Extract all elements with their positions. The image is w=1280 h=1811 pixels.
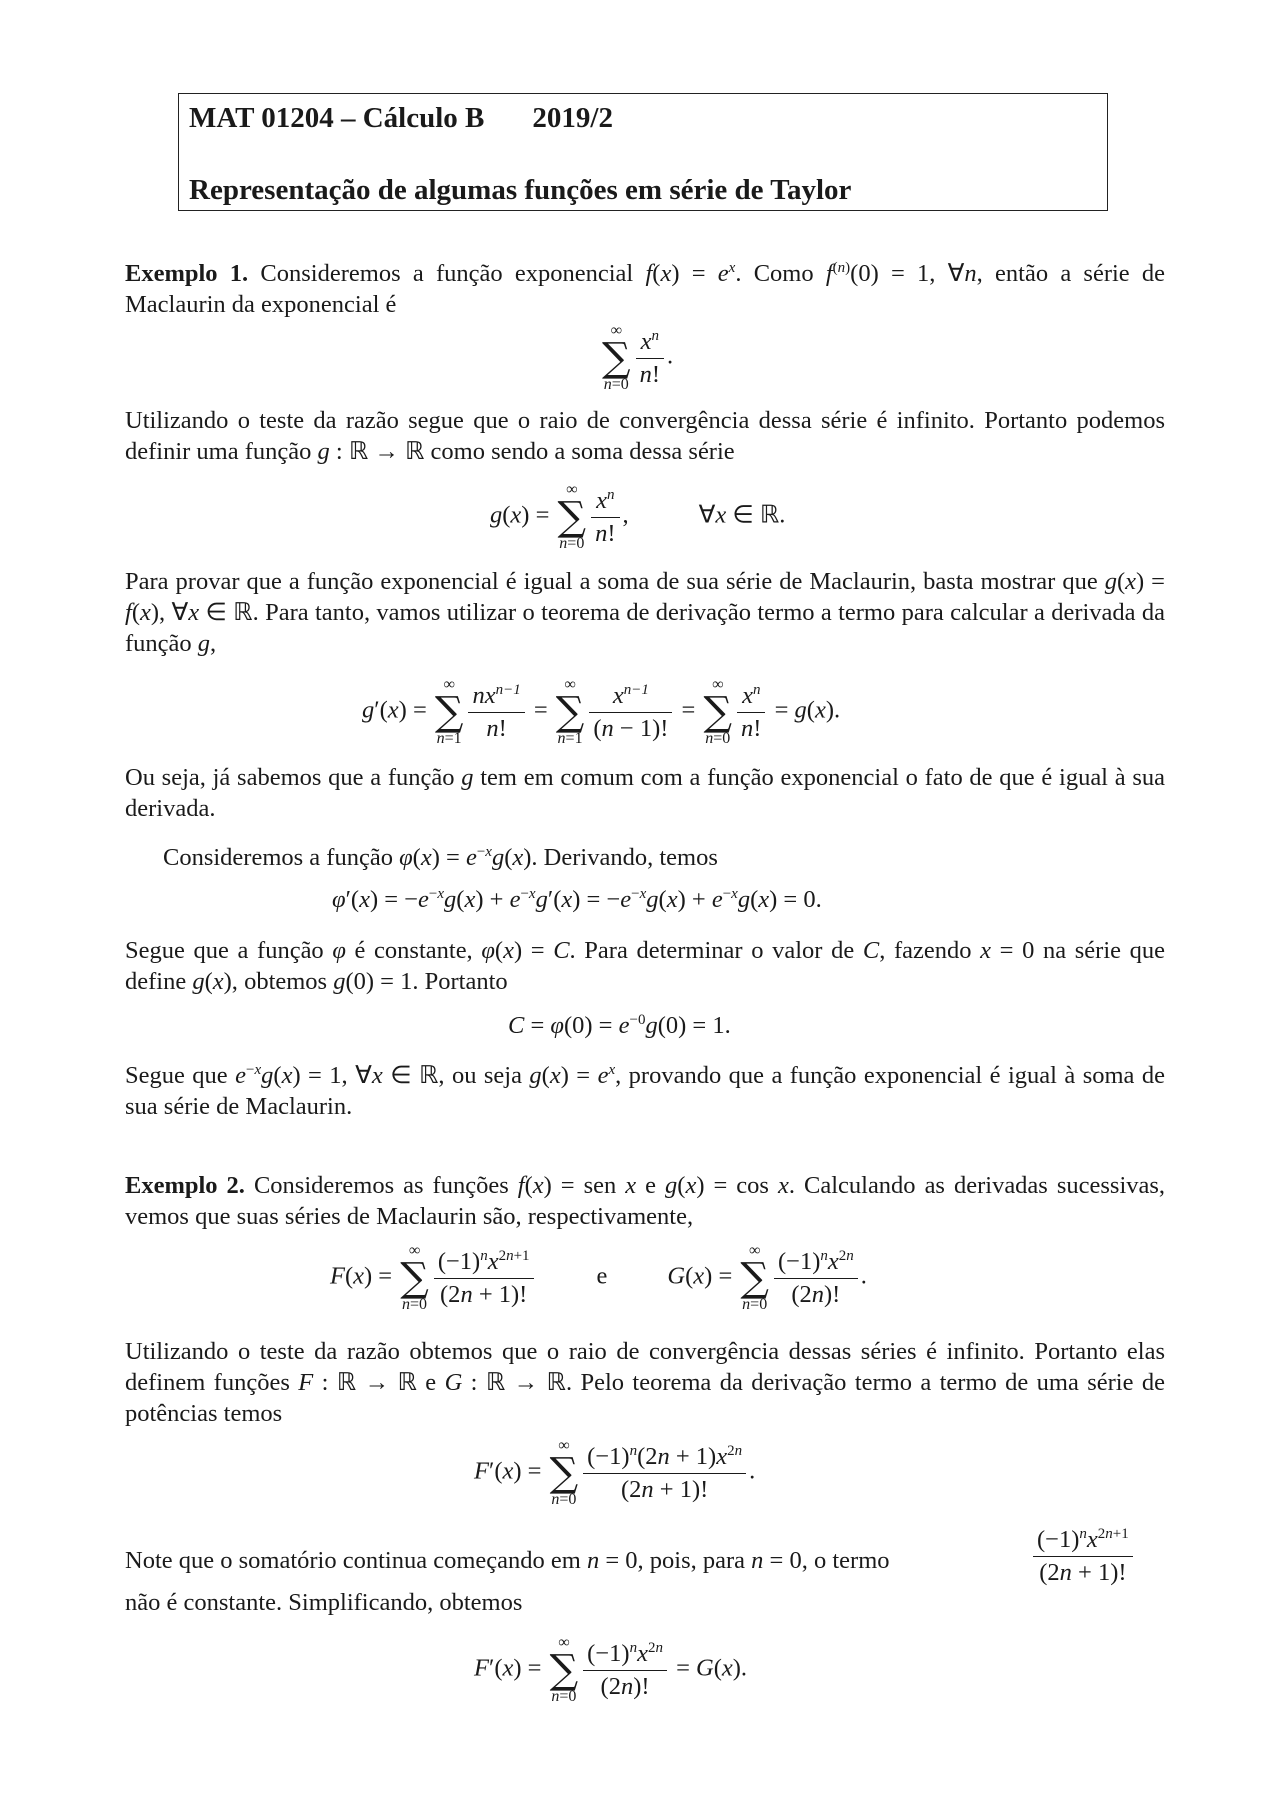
- ex1-text-p6a: Segue que a função: [125, 937, 324, 964]
- ex1-paragraph-7: Segue que $e^{-x}g(x) = 1$, ∀x ∈ ℝ, ou seja $g(x) = e^x$, provando que a função exponencial é igual à soma de sua série de Maclaurin.: [125, 1061, 1165, 1120]
- header-box: [178, 93, 1108, 211]
- ex1-text-p6e: na série que define: [125, 937, 1166, 995]
- ex1-text-p5b: Derivando, temos: [543, 844, 718, 871]
- ex2-paragraph-2: Utilizando o teste da razão obtemos que o raio de convergência dessas séries é infinito. Portanto elas definem funções F : ℝ → ℝ e G : ℝ → ℝ. Pelo teorema da derivação termo a termo de uma série de potências temos: [125, 1338, 1166, 1427]
- ex1-text-p6d: fazendo: [893, 937, 972, 964]
- ex1-label: Exemplo 1.: [125, 260, 249, 287]
- eq-g-definition: g(x) = ∞ ∑ n=0 $\frac{x^n}{n!}$ , ∀x ∈ ℝ.: [490, 481, 786, 552]
- ex1-paragraph-5: Consideremos a função $\varphi(x) = e^{-x}g(x)$. Derivando, temos: [163, 843, 718, 871]
- eq-maclaurin-exp: ∞ ∑ n=0 $\frac{x^n}{n!}$ .: [602, 322, 674, 393]
- eq-constant-c: $C = \varphi(0) = e^{-0}g(0) = 1$.: [508, 1011, 731, 1039]
- ex1-text-p6f: obtemos: [244, 968, 328, 995]
- ex1-text-p3a: Para provar que a função exponencial é igual a soma de sua série de Maclaurin, basta mostrar que: [125, 568, 1098, 595]
- ex2-paragraph-1: Exemplo 2. Consideremos as funções f(x) = sen x e g(x) = cos x. Calculando as derivadas sucessivas, vemos que suas séries de Maclaurin são, respectivamente,: [125, 1172, 1166, 1230]
- ex1-paragraph-1: Exemplo 1. Consideremos a função exponencial $f(x) = e^x$. Como $f^{(n)}(0) = 1$, ∀n, então a série de Maclaurin da exponencial é: [125, 259, 1166, 318]
- document-title: Representação de algumas funções em série de Taylor: [189, 174, 852, 206]
- ex1-paragraph-4: Ou seja, já sabemos que a função g tem em comum com a função exponencial o fato de que é igual à sua derivada.: [125, 764, 1165, 822]
- ex2-label: Exemplo 2.: [125, 1172, 245, 1199]
- ex1-text-a: Consideremos a função exponencial: [260, 260, 634, 287]
- ex1-paragraph-3: Para provar que a função exponencial é igual a soma de sua série de Maclaurin, basta mostrar que g(x) = f(x), ∀x ∈ ℝ. Para tanto, vamos utilizar o teorema de derivação termo a termo para calcular a derivada da função g,: [125, 568, 1166, 657]
- ex2-text-p3b: pois, para: [649, 1547, 746, 1574]
- ex2-paragraph-3: Note que o somatório continua começando em n = 0, pois, para n = 0, o termo: [125, 1547, 890, 1574]
- ex2-conj: e: [596, 1262, 608, 1290]
- ex1-text-p6c: Para determinar o valor de: [584, 937, 855, 964]
- ex1-text-p2: Utilizando o teste da razão segue que o raio de convergência dessa série é infinito. Portanto podemos definir uma função: [125, 407, 1165, 465]
- eq-phi-derivative: $\varphi'(x) = -e^{-x}g(x) + e^{-x}g'(x) = -e^{-x}g(x) + e^{-x}g(x) = 0$.: [332, 885, 822, 913]
- ex2-text-p3d: não é constante. Simplificando, obtemos: [125, 1589, 523, 1616]
- eq-F-derivative: F′(x) = ∞ ∑ n=0 $\frac{(-1)^n(2n + 1)x^{2n}}{(2n + 1)!}$ .: [474, 1437, 756, 1508]
- eq-g-derivative: g′(x) = ∞ ∑ n=1 $\frac{nx^{n-1}}{n!}$ = ∞ ∑ n=1 $\frac{x^{n-1}}{(n - 1)!}$ = ∞ ∑ n=0 $\frac{x^n}{n!}$ = g(x).: [362, 676, 841, 747]
- ex1-text-c: então a série de Maclaurin da exponencial é: [125, 260, 1166, 318]
- ex2-text-b: Calculando as derivadas sucessivas, vemos que suas séries de Maclaurin são, respectivamente,: [125, 1172, 1166, 1230]
- term: 2019/2: [532, 102, 613, 134]
- ex2-text-p3c: o termo: [814, 1547, 890, 1574]
- header-course-line: [189, 102, 613, 135]
- ex1-text-p7b: ou seja: [451, 1062, 522, 1089]
- ex2-text-p2: Utilizando o teste da razão obtemos que o raio de convergência dessas séries é infinito. Portanto elas definem funções: [125, 1338, 1165, 1396]
- ex1-text-p6b: é constante,: [354, 937, 473, 964]
- ex1-text-p2b: como sendo a soma dessa série: [430, 438, 735, 465]
- ex1-text-p3b: Para tanto, vamos utilizar o teorema de derivação termo a termo para calcular a derivada da função: [125, 599, 1166, 657]
- eq-F-equals-G: F′(x) = ∞ ∑ n=0 $\frac{(-1)^nx^{2n}}{(2n)!}$ = G(x).: [474, 1634, 748, 1705]
- ex1-paragraph-6: Segue que a função φ é constante, φ(x) = C. Para determinar o valor de C, fazendo x = 0 na série que define g(x), obtemos g(0) = 1. Portanto: [125, 937, 1166, 995]
- ex2-text-p2b: Pelo teorema da derivação termo a termo de uma série de potências temos: [125, 1369, 1166, 1427]
- ex1-text-p4b: tem em comum com a função exponencial o fato de que é igual à sua derivada.: [125, 764, 1165, 822]
- ex2-text-a: Consideremos as funções: [253, 1172, 509, 1199]
- eq-sin-cos-series: F(x) = ∞ ∑ n=0 $\frac{(-1)^nx^{2n+1}}{(2n + 1)!}$ e G(x) = ∞ ∑ n=0 $\frac{(-1)^nx^{2n}}{(2n)!}$ .: [330, 1242, 867, 1313]
- ex1-text-p6g: Portanto: [424, 968, 508, 995]
- course-code: MAT 01204 – Cálculo B: [189, 102, 485, 134]
- ex1-text-b: Como: [753, 260, 814, 287]
- ex1-text-p4a: Ou seja, já sabemos que a função: [125, 764, 455, 791]
- ex1-text-p7a: Segue que: [125, 1062, 228, 1089]
- ex1-text-p5a: Consideremos a função: [163, 844, 393, 871]
- ex1-paragraph-2: Utilizando o teste da razão segue que o raio de convergência dessa série é infinito. Portanto podemos definir uma função g : ℝ → ℝ como sendo a soma dessa série: [125, 407, 1165, 465]
- eq-inline-term: $\frac{(-1)^nx^{2n+1}}{(2n + 1)!}$: [1030, 1526, 1136, 1587]
- ex2-text-p3a: Note que o somatório continua começando em: [125, 1547, 581, 1574]
- ex2-paragraph-3-cont: [125, 1587, 1165, 1618]
- ex1-text-p7c: provando que a função exponencial é igual à soma de sua série de Maclaurin.: [125, 1062, 1165, 1120]
